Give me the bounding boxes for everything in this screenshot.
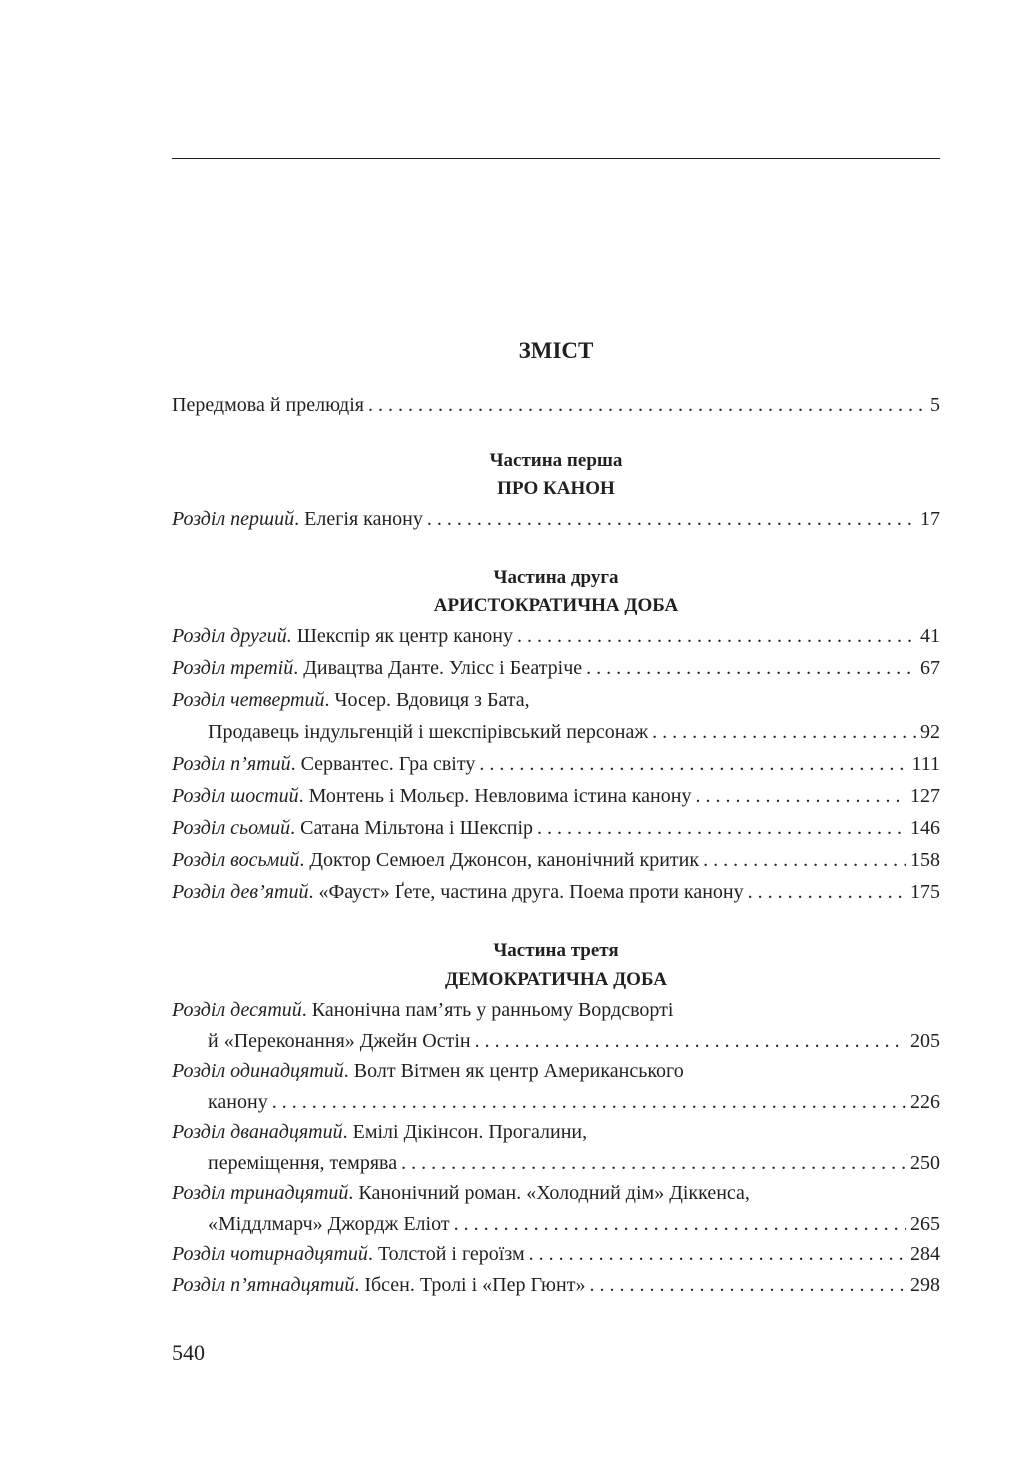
chapter-title: . Дивацтва Данте. Улісс і Беатріче xyxy=(293,657,583,679)
entry-line xyxy=(172,684,940,716)
chapter-number: Розділ перший xyxy=(172,508,295,530)
chapter-title: . Сервантес. Гра світу xyxy=(290,753,476,775)
part-title: ДЕМОКРАТИЧНА ДОБА xyxy=(445,969,667,990)
chapter-title: . Толстой і героїзм xyxy=(367,1243,525,1265)
dot-leader xyxy=(475,1026,906,1057)
entry-title xyxy=(172,503,423,535)
chapter-number: Розділ тринадцятий xyxy=(172,1182,349,1204)
entry-line xyxy=(172,780,940,812)
chapter-number: Розділ десятий xyxy=(172,999,302,1021)
toc-entry[interactable] xyxy=(172,876,940,908)
entry-line xyxy=(172,716,940,748)
toc-entry[interactable] xyxy=(172,844,940,876)
entry-title xyxy=(172,652,582,684)
toc-entry[interactable] xyxy=(172,1239,940,1270)
dot-leader xyxy=(695,780,906,812)
dot-leader xyxy=(272,1087,906,1118)
chapter-title: . Елегія канону xyxy=(294,508,423,530)
entry-line xyxy=(172,1239,940,1270)
chapter-number: Розділ шостий xyxy=(172,785,299,807)
entry-page: 41 xyxy=(920,625,940,647)
entry-page: 67 xyxy=(920,657,940,679)
toc-entry[interactable] xyxy=(172,748,940,780)
entry-title xyxy=(172,1117,587,1148)
chapter-number: Розділ п’ятий xyxy=(172,753,291,775)
entry-title: Передмова й прелюдія xyxy=(172,394,364,416)
chapter-title: . Сатана Мільтона і Шекспір xyxy=(290,817,533,839)
chapter-title: . Канонічний роман. «Холодний дім» Діккенса, xyxy=(348,1182,750,1204)
entry-line xyxy=(172,652,940,684)
header-rule xyxy=(172,158,940,159)
entry-line xyxy=(172,1209,940,1240)
chapter-title-continued: канону xyxy=(208,1090,268,1113)
entry-page: 298 xyxy=(910,1273,940,1296)
part-label: Частина друга xyxy=(493,567,619,588)
toc-entry[interactable] xyxy=(172,812,940,844)
toc-entry[interactable] xyxy=(172,1178,940,1239)
part-3 xyxy=(172,937,940,1300)
chapter-title: . Чосер. Вдовиця з Бата, xyxy=(324,689,530,711)
entry-page: 92 xyxy=(920,721,940,743)
toc-entry[interactable] xyxy=(172,652,940,684)
chapter-title: . Емілі Дікінсон. Прогалини, xyxy=(342,1121,588,1143)
toc-entry[interactable] xyxy=(172,780,940,812)
chapter-number: Розділ восьмий xyxy=(172,849,300,871)
dot-leader xyxy=(454,1209,906,1240)
dot-leader xyxy=(748,876,906,908)
entry-page: 205 xyxy=(910,1029,940,1052)
part-2 xyxy=(172,564,940,908)
entry-page: 158 xyxy=(910,849,940,871)
dot-leader xyxy=(529,1239,906,1270)
chapter-number: Розділ чотирнадцятий xyxy=(172,1243,368,1265)
entry-title xyxy=(172,684,530,716)
entry-line xyxy=(172,748,940,780)
chapter-title: . Доктор Семюел Джонсон, канонічний критик xyxy=(299,849,700,871)
entry-page: 226 xyxy=(910,1090,940,1113)
part-label: Частина перша xyxy=(489,450,623,471)
chapter-title-continued: «Міддлмарч» Джордж Еліот xyxy=(208,1212,450,1235)
entry-title xyxy=(172,1239,525,1270)
toc-preface xyxy=(172,389,940,421)
dot-leader xyxy=(589,1270,906,1301)
chapter-number: Розділ одинадцятий xyxy=(172,1060,344,1082)
chapter-number: Розділ четвертий xyxy=(172,689,325,711)
entry-page: 250 xyxy=(910,1151,940,1174)
toc-entry[interactable] xyxy=(172,995,940,1056)
toc-entry[interactable] xyxy=(172,389,940,421)
chapter-title: . Волт Вітмен як центр Американського xyxy=(343,1060,684,1082)
chapter-title-continued: й «Переконання» Джейн Остін xyxy=(208,1029,471,1052)
toc-entry[interactable] xyxy=(172,1056,940,1117)
entry-line xyxy=(172,620,940,652)
dot-leader xyxy=(368,389,926,421)
entry-line xyxy=(172,1178,940,1209)
chapter-number: Розділ сьомий xyxy=(172,817,291,839)
entry-line xyxy=(172,1148,940,1179)
entry-line xyxy=(172,1117,940,1148)
entry-page: 5 xyxy=(930,394,940,416)
entry-title xyxy=(172,1056,684,1087)
entry-line xyxy=(172,503,940,535)
toc-entry[interactable] xyxy=(172,1117,940,1178)
entry-page: 175 xyxy=(910,881,940,903)
page-title: ЗМІСТ xyxy=(518,338,594,363)
entry-page: 146 xyxy=(910,817,940,839)
entry-title xyxy=(172,876,744,908)
chapter-title: . Ібсен. Тролі і «Пер Гюнт» xyxy=(354,1273,586,1296)
chapter-title-continued: переміщення, темрява xyxy=(208,1151,398,1174)
entry-line xyxy=(172,1270,940,1301)
toc-entry[interactable] xyxy=(172,1270,940,1301)
dot-leader xyxy=(517,620,916,652)
entry-title xyxy=(172,1178,750,1209)
chapter-number: Розділ дванадцятий xyxy=(172,1121,343,1143)
entry-title xyxy=(172,620,513,652)
chapter-title: . Канонічна пам’ять у ранньому Вордсворті xyxy=(301,999,674,1021)
chapter-title-continued: Продавець індульгенцій і шекспірівський персонаж xyxy=(208,721,649,743)
entry-page: 265 xyxy=(910,1212,940,1235)
part-label: Частина третя xyxy=(493,940,619,961)
chapter-number: Розділ дев’ятий xyxy=(172,881,309,903)
chapter-title: . «Фауст» Ґете, частина друга. Поема проти канону xyxy=(308,881,744,903)
entry-title xyxy=(172,844,699,876)
toc-entry[interactable] xyxy=(172,684,940,748)
entry-title xyxy=(172,748,475,780)
part-1 xyxy=(172,447,940,535)
entry-page: 127 xyxy=(910,785,940,807)
entry-title xyxy=(172,812,533,844)
dot-leader xyxy=(401,1148,906,1179)
entry-title xyxy=(172,995,673,1026)
entry-line xyxy=(172,1087,940,1118)
toc-entry[interactable] xyxy=(172,620,940,652)
chapter-number: Розділ третій xyxy=(172,657,294,679)
entry-page: 284 xyxy=(910,1243,940,1265)
entry-line xyxy=(172,844,940,876)
dot-leader xyxy=(703,844,906,876)
entry-title xyxy=(172,780,691,812)
dot-leader xyxy=(537,812,906,844)
entry-title xyxy=(172,1270,585,1301)
part-title: ПРО КАНОН xyxy=(497,478,615,499)
entry-line xyxy=(172,1056,940,1087)
dot-leader xyxy=(427,503,916,535)
entry-line xyxy=(172,812,940,844)
part-title: АРИСТОКРАТИЧНА ДОБА xyxy=(433,595,679,616)
toc-entry[interactable] xyxy=(172,503,940,535)
entry-line xyxy=(172,876,940,908)
chapter-title: Шекспір як центр канону xyxy=(291,625,513,647)
chapter-title: . Монтень і Мольєр. Невловима істина канону xyxy=(298,785,692,807)
dot-leader xyxy=(479,748,907,780)
entry-page: 111 xyxy=(911,753,940,775)
entry-line xyxy=(172,1026,940,1057)
chapter-number: Розділ п’ятнадцятий xyxy=(172,1273,355,1296)
chapter-number: Розділ другий. xyxy=(172,625,292,647)
dot-leader xyxy=(586,652,916,684)
dot-leader xyxy=(652,716,916,748)
entry-page: 17 xyxy=(920,508,940,530)
page-number: 540 xyxy=(172,1340,205,1365)
entry-line xyxy=(172,995,940,1026)
